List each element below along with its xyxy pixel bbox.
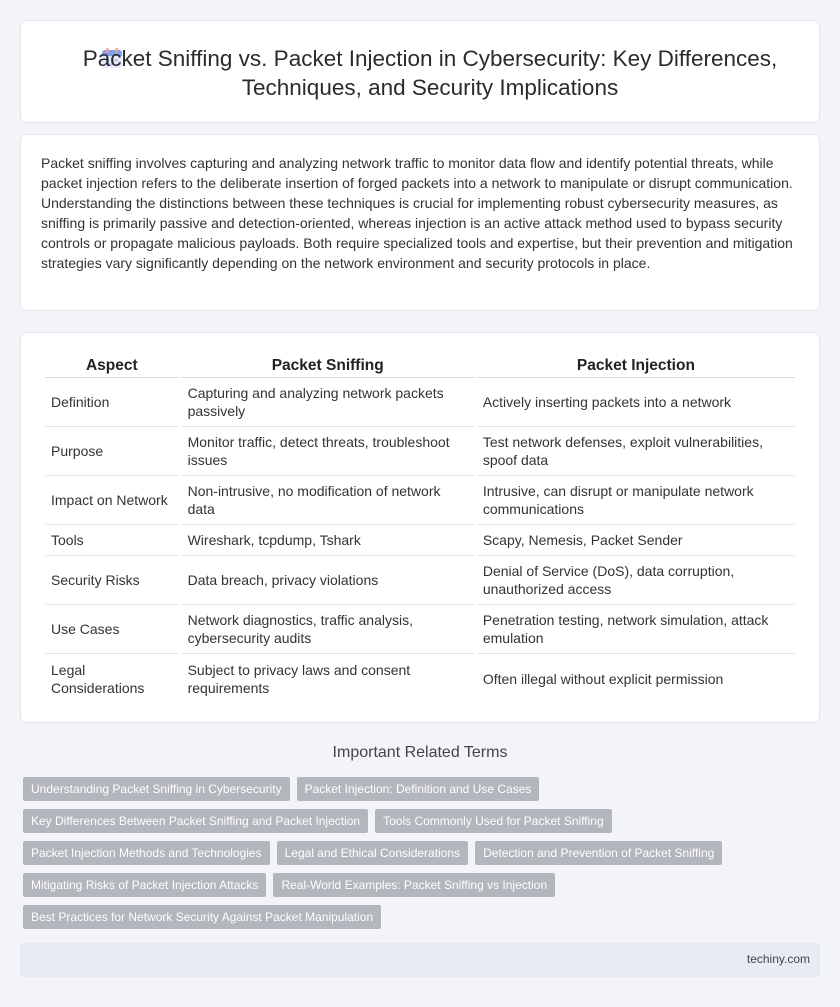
comparison-table <box>42 353 798 703</box>
row-injection: Intrusive, can disrupt or manipulate network communications <box>477 476 795 525</box>
row-sniffing: Subject to privacy laws and consent requirements <box>187 661 411 696</box>
related-terms-title: Important Related Terms <box>332 744 508 761</box>
row-injection: Actively inserting packets into a network <box>477 378 795 427</box>
row-injection: Test network defenses, exploit vulnerabilities, spoof data <box>477 427 795 476</box>
related-term-chip[interactable]: Packet Injection: Definition and Use Cases <box>297 777 540 801</box>
row-injection: Scapy, Nemesis, Packet Sender <box>477 525 795 556</box>
row-injection: Penetration testing, network simulation, attack emulation <box>477 605 795 654</box>
row-sniffing: Monitor traffic, detect threats, troubleshoot issues <box>182 427 474 476</box>
chip-row <box>23 809 813 833</box>
row-aspect: Legal Considerations <box>51 661 145 696</box>
related-term-chip[interactable]: Best Practices for Network Security Against Packet Manipulation <box>23 905 381 929</box>
related-term-chip[interactable]: Legal and Ethical Considerations <box>277 841 468 865</box>
chip-row <box>23 841 813 865</box>
related-term-chip[interactable]: Key Differences Between Packet Sniffing and Packet Injection <box>23 809 368 833</box>
table-row <box>45 476 795 525</box>
header-aspect: Aspect <box>45 353 179 378</box>
row-sniffing: Non-intrusive, no modification of network data <box>182 476 474 525</box>
row-aspect: Purpose <box>45 427 179 476</box>
header-packet-injection: Packet Injection <box>477 353 795 378</box>
row-sniffing: Capturing and analyzing network packets passively <box>182 378 474 427</box>
related-term-chip[interactable]: Packet Injection Methods and Technologies <box>23 841 270 865</box>
row-sniffing: Wireshark, tcpdump, Tshark <box>182 525 474 556</box>
page-title: Packet Sniffing vs. Packet Injection in Cybersecurity: Key Differences, Techniques, and Security Implications <box>82 46 778 100</box>
table-row <box>45 525 795 556</box>
footer-site[interactable]: techiny.com <box>746 952 810 966</box>
row-injection: Denial of Service (DoS), data corruption, unauthorized access <box>477 556 795 605</box>
intro-text: Packet sniffing involves capturing and analyzing network traffic to monitor data flow and identify potential threats, while packet injection refers to the deliberate insertion of forged packets into a network to manipulate or disrupt communication. Understanding the distinctions between these techniques is crucial for implementing robust cybersecurity measures, as sniffing is primarily passive and detection-oriented, whereas injection is an active attack method used to bypass security controls or propagate malicious payloads. Both require specialized tools and expertise, but their prevention and mitigation strategies vary significantly depending on the network environment and security protocols in place. <box>41 155 793 271</box>
table-row <box>45 378 795 427</box>
header-packet-sniffing: Packet Sniffing <box>182 353 474 378</box>
chip-row <box>23 777 813 801</box>
chip-row <box>23 873 813 897</box>
row-aspect: Definition <box>45 378 179 427</box>
row-injection: Often illegal without explicit permission <box>482 670 724 687</box>
related-terms <box>23 777 813 937</box>
table-row <box>45 556 795 605</box>
intro-card <box>20 134 820 311</box>
header-card <box>20 20 820 123</box>
chip-row <box>23 905 813 929</box>
table-header-row <box>45 353 795 378</box>
row-aspect: Impact on Network <box>45 476 179 525</box>
comparison-card <box>20 332 820 723</box>
row-sniffing: Network diagnostics, traffic analysis, cybersecurity audits <box>182 605 474 654</box>
related-term-chip[interactable]: Understanding Packet Sniffing in Cybersecurity <box>23 777 290 801</box>
related-term-chip[interactable]: Real-World Examples: Packet Sniffing vs Injection <box>273 873 555 897</box>
footer <box>20 943 820 977</box>
table-row <box>45 654 795 703</box>
row-aspect: Tools <box>45 525 179 556</box>
row-aspect: Use Cases <box>45 605 179 654</box>
table-row <box>45 427 795 476</box>
related-term-chip[interactable]: Tools Commonly Used for Packet Sniffing <box>375 809 612 833</box>
row-aspect: Security Risks <box>45 556 179 605</box>
related-term-chip[interactable]: Mitigating Risks of Packet Injection Attacks <box>23 873 266 897</box>
related-term-chip[interactable]: Detection and Prevention of Packet Sniffing <box>475 841 722 865</box>
table-row <box>45 605 795 654</box>
row-sniffing: Data breach, privacy violations <box>182 556 474 605</box>
